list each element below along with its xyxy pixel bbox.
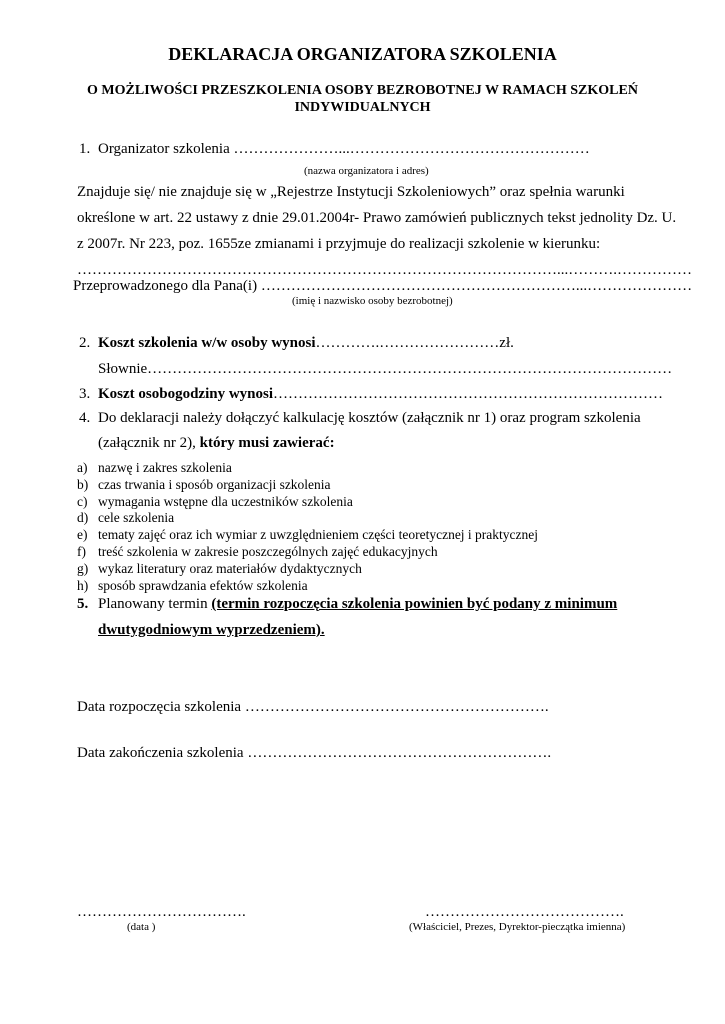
list-item-letter: e) <box>77 527 88 543</box>
item-5-number: 5. <box>77 596 89 612</box>
attachment-line-2-bold: który musi zawierać: <box>199 435 335 451</box>
list-item <box>77 577 308 595</box>
page-title: DEKLARACJA ORGANIZATORA SZKOLENIA <box>168 44 557 64</box>
hourly-cost-label: Koszt osobogodziny wynosi <box>98 386 274 402</box>
end-date-field[interactable]: Data zakończenia szkolenia ……………………………………………………. <box>77 745 552 761</box>
list-item <box>77 460 232 477</box>
attachment-line-2 <box>98 435 335 452</box>
list-item-text: cele szkolenia <box>98 510 175 526</box>
organizer-field[interactable]: Organizator szkolenia …………………...………………………………………… <box>98 141 590 157</box>
list-item-letter: a) <box>77 460 88 475</box>
training-direction-field[interactable]: ……………………………………………………………………………………...……….…………… <box>77 262 692 278</box>
list-item-letter: f) <box>77 543 86 559</box>
hourly-cost-row <box>98 386 663 403</box>
signature-field[interactable]: …………………………………. <box>425 904 624 920</box>
item-1-number: 1. <box>79 141 91 157</box>
planned-term-note-2: dwutygodniowym wyprzedzeniem). <box>98 622 325 638</box>
item-2-number: 2. <box>79 335 91 351</box>
list-item-text: treść szkolenia w zakresie poszczególnych zajęć edukacyjnych <box>98 543 438 559</box>
list-item <box>77 493 353 511</box>
list-item-text: tematy zajęć oraz ich wymiar z uwzględnieniem części teoretycznej i praktycznej <box>98 527 539 543</box>
planned-term-row <box>98 596 617 613</box>
subtitle-line-1: O MOŻLIWOŚCI PRZESZKOLENIA OSOBY BEZROBOTNEJ W RAMACH SZKOLEŃ <box>87 83 638 98</box>
signature-caption: (Właściciel, Prezes, Dyrektor-pieczątka imienna) <box>409 921 626 933</box>
sign-date-field[interactable]: ……………………………. <box>77 904 246 920</box>
list-item-letter: h) <box>77 577 89 593</box>
item-4-number: 4. <box>79 410 91 426</box>
start-date-field[interactable]: Data rozpoczęcia szkolenia ……………………………………………………. <box>77 699 549 715</box>
paragraph-line-2: określone w art. 22 ustawy z dnie 29.01.2004r- Prawo zamówień publicznych tekst jednolity Dz. U. <box>77 210 677 226</box>
list-item-text: wymagania wstępne dla uczestników szkolenia <box>98 493 353 509</box>
list-item-letter: c) <box>77 493 88 509</box>
list-item <box>77 510 175 527</box>
training-cost-label: Koszt szkolenia w/w osoby wynosi <box>98 335 316 351</box>
item-3-number: 3. <box>79 386 91 402</box>
training-cost-field[interactable]: ………….……………………zł. <box>315 335 514 351</box>
organizer-caption: (nazwa organizatora i adres) <box>304 165 429 177</box>
training-cost-row <box>98 335 514 352</box>
page-subtitle <box>60 82 665 116</box>
list-item <box>77 543 438 561</box>
unemployed-person-field[interactable]: Przeprowadzonego dla Pana(i) ………………………………………………………...………………… <box>73 278 693 294</box>
list-item-text: nazwę i zakres szkolenia <box>98 460 232 475</box>
paragraph-line-1: Znajduje się/ nie znajduje się w „Rejestrze Instytucji Szkoleniowych” oraz spełnia warunki <box>77 184 625 200</box>
planned-term-note-1: (termin rozpoczęcia szkolenia powinien być podany z minimum <box>211 596 618 612</box>
list-item-text: wykaz literatury oraz materiałów dydaktycznych <box>98 560 362 576</box>
list-item <box>77 560 362 578</box>
list-item-letter: b) <box>77 476 89 492</box>
attachment-line-2-start: (załącznik nr 2), <box>98 435 200 451</box>
program-requirements-list <box>77 460 539 594</box>
attachment-line-1: Do deklaracji należy dołączyć kalkulację kosztów (załącznik nr 1) oraz program szkolenia <box>98 410 641 426</box>
hourly-cost-field[interactable]: …………………………………………………………………… <box>273 386 664 402</box>
planned-term-label: Planowany termin <box>98 596 212 612</box>
sign-date-caption: (data ) <box>127 921 156 933</box>
list-item-text: czas trwania i sposób organizacji szkolenia <box>98 476 331 492</box>
unemployed-person-caption: (imię i nazwisko osoby bezrobotnej) <box>292 295 453 307</box>
subtitle-line-2: INDYWIDUALNYCH <box>294 100 431 115</box>
paragraph-line-3: z 2007r. Nr 223, poz. 1655ze zmianami i przyjmuje do realizacji szkolenie w kierunku: <box>77 236 601 252</box>
list-item <box>77 527 539 544</box>
list-item-letter: g) <box>77 560 89 576</box>
list-item <box>77 476 331 494</box>
list-item-text: sposób sprawdzania efektów szkolenia <box>98 577 308 593</box>
cost-in-words-field[interactable]: Słownie…………………………………………………………………………………………… <box>98 361 673 377</box>
list-item-letter: d) <box>77 510 89 526</box>
